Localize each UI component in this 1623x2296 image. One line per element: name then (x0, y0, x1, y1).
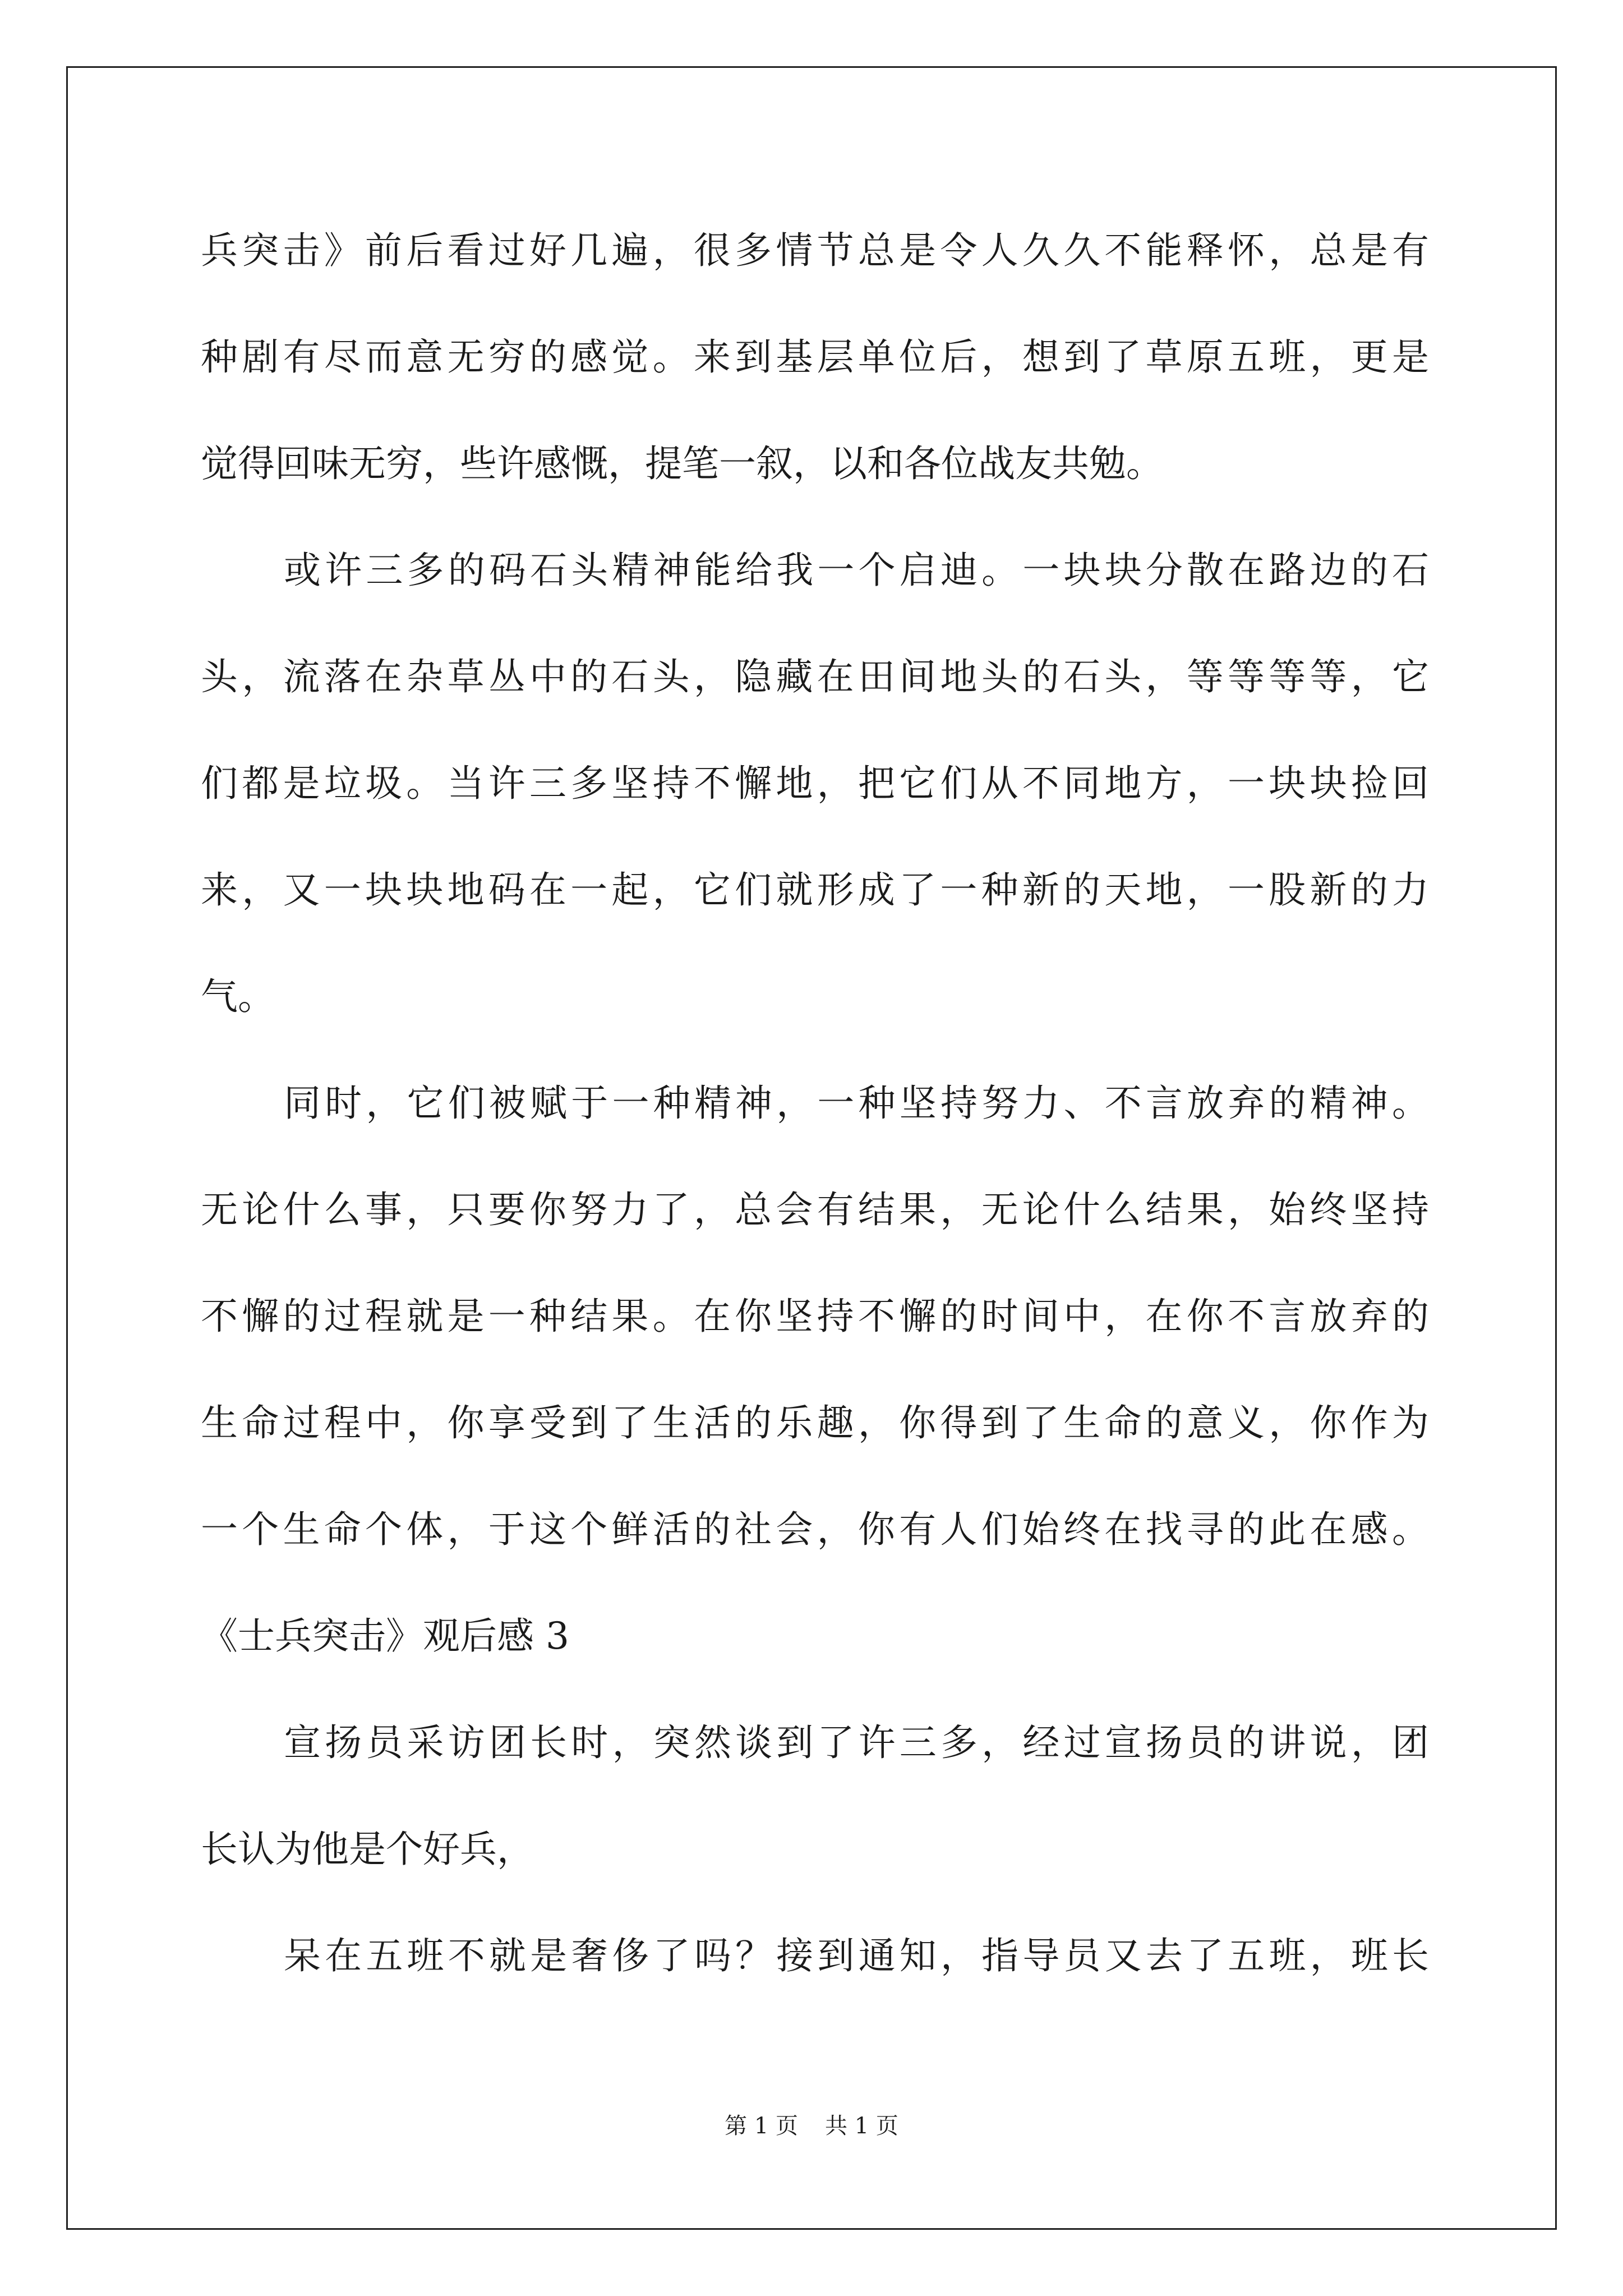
paragraph-line: 觉得回味无穷，些许感慨，提笔一叙，以和各位战友共勉。 (201, 442, 1163, 485)
page-total: 共 1 页 (825, 2113, 898, 2139)
paragraph-line: 无论什么事，只要你努力了，总会有结果，无论什么结果，始终坚持 (201, 1188, 1429, 1231)
paragraph-line: 同时，它们被赋于一种精神，一种坚持努力、不言放弃的精神。 (284, 1082, 1429, 1125)
paragraph-line: 呆在五班不就是奢侈了吗？接到通知，指导员又去了五班，班长 (284, 1934, 1429, 1977)
section-heading: 《士兵突击》观后感 3 (201, 1614, 569, 1658)
paragraph-line: 来，又一块块地码在一起，它们就形成了一种新的天地，一股新的力 (201, 868, 1429, 912)
paragraph-line: 生命过程中，你享受到了生活的乐趣，你得到了生命的意义，你作为 (201, 1401, 1429, 1444)
paragraph-line: 气。 (201, 975, 275, 1018)
paragraph-line: 兵突击》前后看过好几遍，很多情节总是令人久久不能释怀，总是有 (201, 229, 1429, 272)
paragraph-line: 不懈的过程就是一种结果。在你坚持不懈的时间中，在你不言放弃的 (201, 1295, 1429, 1338)
paragraph-line: 长认为他是个好兵， (201, 1828, 534, 1871)
page-footer (0, 2109, 1623, 2143)
paragraph-line: 或许三多的码石头精神能给我一个启迪。一块块分散在路边的石 (284, 549, 1429, 592)
paragraph-line: 头，流落在杂草丛中的石头，隐藏在田间地头的石头，等等等等，它 (201, 655, 1429, 698)
paragraph-line: 宣扬员采访团长时，突然谈到了许三多，经过宣扬员的讲说，团 (284, 1721, 1429, 1764)
paragraph-line: 们都是垃圾。当许三多坚持不懈地，把它们从不同地方，一块块捡回 (201, 762, 1429, 805)
page-number: 第 1 页 (725, 2113, 798, 2139)
paragraph-line: 种剧有尽而意无穷的感觉。来到基层单位后，想到了草原五班，更是 (201, 335, 1429, 379)
paragraph-line: 一个生命个体，于这个鲜活的社会，你有人们始终在找寻的此在感。 (201, 1508, 1429, 1551)
